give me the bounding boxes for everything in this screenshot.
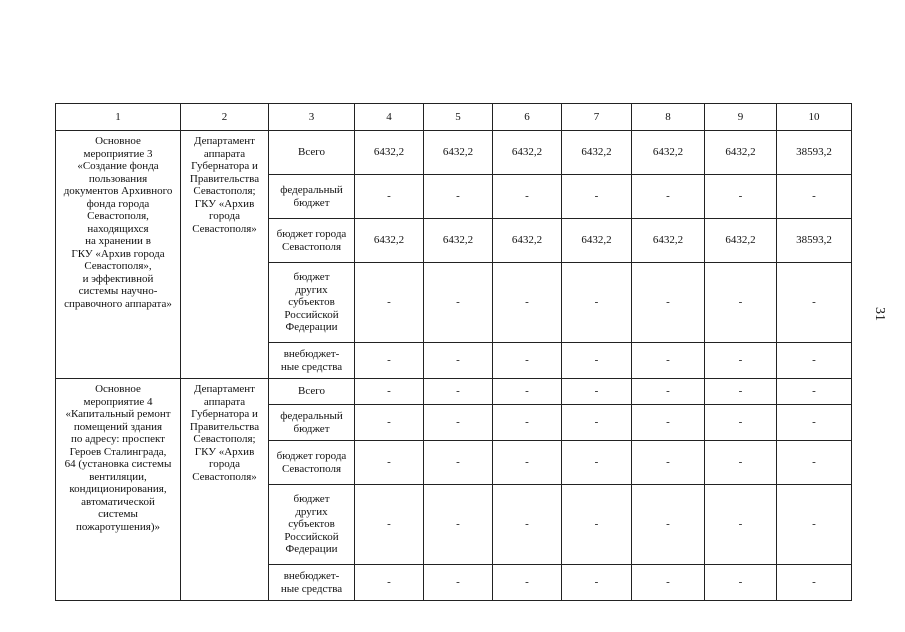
value-cell: - bbox=[632, 175, 705, 219]
value-cell: - bbox=[493, 405, 562, 441]
value-cell: - bbox=[705, 565, 777, 601]
text-line: бюджет bbox=[293, 493, 330, 506]
value-cell: - bbox=[355, 343, 424, 379]
value-cell: - bbox=[355, 565, 424, 601]
text-line: Героев Сталинграда, bbox=[69, 445, 167, 458]
value-cell: - bbox=[562, 175, 632, 219]
text-line: бюджет bbox=[293, 422, 330, 435]
header-row bbox=[56, 104, 852, 131]
column-header: 2 bbox=[181, 104, 269, 131]
value-cell: 6432,2 bbox=[493, 131, 562, 175]
text-line: Основное bbox=[95, 135, 141, 147]
text-line: ГКУ «Архив города bbox=[71, 247, 165, 260]
column-header: 1 bbox=[56, 104, 181, 131]
value-cell: - bbox=[562, 565, 632, 601]
value-cell: - bbox=[705, 379, 777, 405]
value-cell: - bbox=[493, 343, 562, 379]
value-cell: - bbox=[424, 565, 493, 601]
value-cell: - bbox=[777, 175, 852, 219]
text-line: Севастополя; bbox=[193, 185, 256, 197]
funding-source-cell bbox=[269, 263, 355, 343]
value-cell: 6432,2 bbox=[355, 131, 424, 175]
value-cell: - bbox=[493, 175, 562, 219]
value-cell: - bbox=[562, 379, 632, 405]
text-line: ные средства bbox=[280, 360, 343, 373]
funding-source-cell bbox=[269, 565, 355, 601]
text-line: фонда города bbox=[86, 197, 150, 210]
value-cell: - bbox=[355, 175, 424, 219]
value-cell: - bbox=[632, 441, 705, 485]
text-line: Севастополя bbox=[281, 462, 342, 475]
text-line: Губернатора и bbox=[191, 160, 258, 172]
value-cell: - bbox=[562, 343, 632, 379]
text-line: и эффективной bbox=[82, 272, 154, 285]
text-line: «Капитальный ремонт bbox=[65, 408, 171, 420]
column-header: 7 bbox=[562, 104, 632, 131]
value-cell: - bbox=[705, 343, 777, 379]
table-row bbox=[56, 131, 852, 175]
text-line: Всего bbox=[298, 146, 325, 159]
value-cell: 6432,2 bbox=[632, 219, 705, 263]
value-cell: - bbox=[705, 405, 777, 441]
executor-cell bbox=[181, 131, 269, 379]
text-line: Севастополя bbox=[281, 240, 342, 253]
column-header: 3 bbox=[269, 104, 355, 131]
text-line: Российской bbox=[284, 530, 339, 543]
value-cell: 6432,2 bbox=[424, 219, 493, 263]
text-line: находящихся bbox=[87, 222, 149, 235]
funding-source-cell bbox=[269, 219, 355, 263]
value-cell: - bbox=[705, 175, 777, 219]
text-line: бюджет bbox=[293, 196, 330, 209]
text-line: других bbox=[295, 283, 328, 296]
value-cell: 6432,2 bbox=[705, 131, 777, 175]
value-cell: - bbox=[424, 379, 493, 405]
value-cell: - bbox=[424, 263, 493, 343]
text-line: Севастополя» bbox=[192, 222, 257, 235]
text-line: бюджет bbox=[293, 271, 330, 284]
text-line: мероприятие 3 bbox=[83, 147, 153, 160]
text-line: Всего bbox=[298, 385, 325, 398]
value-cell: - bbox=[493, 441, 562, 485]
funding-source-cell bbox=[269, 343, 355, 379]
text-line: ГКУ «Архив bbox=[194, 445, 255, 458]
value-cell: 38593,2 bbox=[777, 131, 852, 175]
text-line: помещений здания bbox=[73, 420, 163, 433]
text-line: внебюджет- bbox=[283, 570, 340, 582]
text-line: Основное bbox=[95, 383, 141, 395]
value-cell: 6432,2 bbox=[424, 131, 493, 175]
funding-source-cell bbox=[269, 175, 355, 219]
funding-source-cell bbox=[269, 405, 355, 441]
column-header: 8 bbox=[632, 104, 705, 131]
activity-cell bbox=[56, 131, 181, 379]
column-header: 6 bbox=[493, 104, 562, 131]
value-cell: - bbox=[562, 405, 632, 441]
text-line: документов Архивного bbox=[63, 185, 173, 197]
text-line: Правительства bbox=[189, 172, 260, 185]
text-line: других bbox=[295, 505, 328, 518]
column-header: 9 bbox=[705, 104, 777, 131]
value-cell: - bbox=[424, 405, 493, 441]
funding-source-cell bbox=[269, 131, 355, 175]
value-cell: 6432,2 bbox=[562, 131, 632, 175]
value-cell: 38593,2 bbox=[777, 219, 852, 263]
table-row bbox=[56, 379, 852, 405]
value-cell: - bbox=[632, 405, 705, 441]
text-line: аппарата bbox=[203, 147, 246, 160]
value-cell: - bbox=[562, 441, 632, 485]
text-line: Департамент bbox=[193, 135, 255, 147]
text-line: Департамент bbox=[193, 383, 255, 395]
value-cell: - bbox=[493, 263, 562, 343]
text-line: Севастополя; bbox=[193, 433, 256, 445]
activity-cell bbox=[56, 379, 181, 601]
value-cell: - bbox=[424, 485, 493, 565]
value-cell: - bbox=[355, 263, 424, 343]
text-line: Федерации bbox=[285, 543, 338, 556]
value-cell: - bbox=[355, 405, 424, 441]
text-line: по адресу: проспект bbox=[71, 433, 165, 445]
value-cell: - bbox=[424, 441, 493, 485]
text-line: системы bbox=[98, 508, 138, 520]
value-cell: 6432,2 bbox=[562, 219, 632, 263]
value-cell: - bbox=[777, 343, 852, 379]
value-cell: - bbox=[705, 263, 777, 343]
text-line: бюджет города bbox=[276, 228, 347, 240]
text-line: бюджет города bbox=[276, 450, 347, 462]
column-header: 10 bbox=[777, 104, 852, 131]
text-line: внебюджет- bbox=[283, 348, 340, 360]
text-line: Севастополя», bbox=[84, 260, 152, 272]
text-line: города bbox=[209, 458, 240, 470]
value-cell: - bbox=[632, 485, 705, 565]
text-line: справочного аппарата» bbox=[64, 297, 172, 310]
value-cell: - bbox=[424, 343, 493, 379]
value-cell: - bbox=[493, 379, 562, 405]
text-line: Губернатора и bbox=[191, 408, 258, 420]
column-header: 4 bbox=[355, 104, 424, 131]
value-cell: - bbox=[632, 379, 705, 405]
value-cell: - bbox=[493, 565, 562, 601]
value-cell: - bbox=[777, 379, 852, 405]
text-line: города bbox=[209, 210, 240, 222]
text-line: 64 (установка системы bbox=[64, 458, 172, 470]
value-cell: 6432,2 bbox=[632, 131, 705, 175]
column-header: 5 bbox=[424, 104, 493, 131]
text-line: системы научно- bbox=[78, 285, 158, 297]
value-cell: 6432,2 bbox=[705, 219, 777, 263]
budget-table bbox=[55, 103, 852, 601]
value-cell: - bbox=[562, 485, 632, 565]
text-line: ГКУ «Архив bbox=[194, 197, 255, 210]
table-body bbox=[56, 104, 852, 601]
value-cell: - bbox=[493, 485, 562, 565]
text-line: субъектов bbox=[288, 296, 335, 309]
funding-source-cell bbox=[269, 485, 355, 565]
value-cell: - bbox=[632, 263, 705, 343]
value-cell: - bbox=[777, 565, 852, 601]
text-line: Российской bbox=[284, 308, 339, 321]
value-cell: - bbox=[777, 263, 852, 343]
text-line: «Создание фонда bbox=[77, 160, 159, 172]
text-line: мероприятие 4 bbox=[83, 395, 153, 408]
value-cell: - bbox=[632, 343, 705, 379]
value-cell: - bbox=[562, 263, 632, 343]
text-line: пользования bbox=[88, 172, 148, 185]
value-cell: - bbox=[777, 441, 852, 485]
text-line: на хранении в bbox=[85, 235, 151, 247]
value-cell: - bbox=[777, 405, 852, 441]
value-cell: - bbox=[355, 441, 424, 485]
text-line: пожаротушения)» bbox=[76, 520, 160, 533]
text-line: федеральный bbox=[280, 184, 343, 196]
text-line: Севастополя, bbox=[87, 210, 149, 222]
text-line: аппарата bbox=[203, 395, 246, 408]
value-cell: 6432,2 bbox=[493, 219, 562, 263]
page-number: 31 bbox=[872, 307, 887, 321]
value-cell: - bbox=[705, 441, 777, 485]
value-cell: - bbox=[424, 175, 493, 219]
text-line: Севастополя» bbox=[192, 470, 257, 483]
text-line: федеральный bbox=[280, 410, 343, 422]
text-line: субъектов bbox=[288, 518, 335, 531]
value-cell: - bbox=[355, 485, 424, 565]
value-cell: 6432,2 bbox=[355, 219, 424, 263]
value-cell: - bbox=[355, 379, 424, 405]
executor-cell bbox=[181, 379, 269, 601]
funding-source-cell bbox=[269, 379, 355, 405]
value-cell: - bbox=[632, 565, 705, 601]
funding-source-cell bbox=[269, 441, 355, 485]
text-line: вентиляции, bbox=[89, 470, 147, 483]
value-cell: - bbox=[705, 485, 777, 565]
text-line: кондиционирования, bbox=[69, 483, 167, 495]
text-line: ные средства bbox=[280, 582, 343, 595]
text-line: Федерации bbox=[285, 321, 338, 334]
text-line: Правительства bbox=[189, 420, 260, 433]
value-cell: - bbox=[777, 485, 852, 565]
text-line: автоматической bbox=[81, 495, 155, 508]
